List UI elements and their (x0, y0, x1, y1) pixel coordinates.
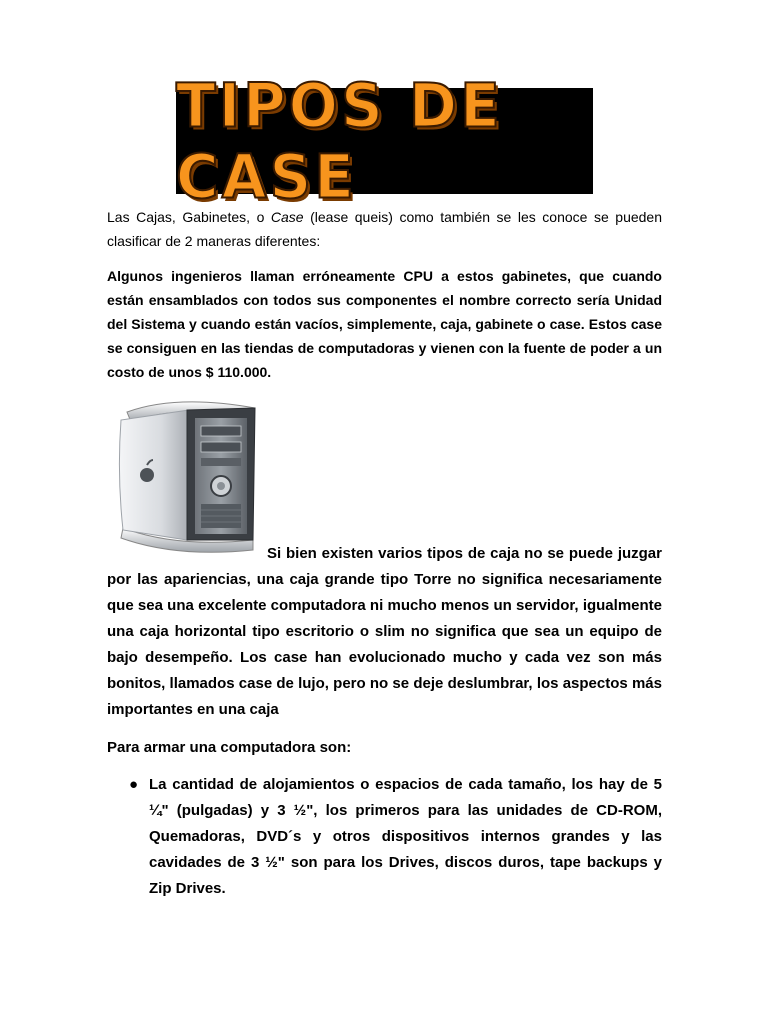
cpu-paragraph: Algunos ingenieros llaman erróneamente CPU a estos gabinetes, que cuando están ensamblados con todos sus componentes el nombre correcto sería Unidad del Sistema y cuando están vacíos, simplemente, caja, gabinete o case. Estos case se consiguen en las tiendas de computadoras y vienen con la fuente de poder a un costo de unos $ 110.000. (107, 268, 662, 380)
assembly-heading: Para armar una computadora son: (107, 739, 352, 756)
intro-text-start: Las Cajas, Gabinetes, o (107, 209, 271, 225)
list-item: La cantidad de alojamientos o espacios de cada tamaño, los hay de 5 ¼" (pulgadas) y 3 ½", los primeros para las unidades de CD-ROM, Quemadoras, DVD´s y otros dispositivos internos grandes y las cavidades de 3 ½" son para los Drives, discos duros, tape backups y Zip Drives. (149, 776, 662, 897)
intro-paragraph (107, 205, 662, 253)
bullet-list (107, 772, 662, 902)
intro-text-end: (lease queis) como también se les conoce se pueden clasificar de 2 maneras diferentes: (107, 209, 663, 249)
case-types-paragraph (107, 541, 662, 723)
intro-case-italic: Case (270, 209, 304, 225)
bullet-marker: ● (129, 776, 139, 793)
case-types-text: Si bien existen varios tipos de caja no se puede juzgar por las apariencias, una caja grande tipo Torre no significa necesariamente que sea una excelente computadora ni mucho menos un servidor, igualmente una caja horizontal tipo escritorio o slim no significa que sea un equipo de bajo desempeño. Los case han evolucionado mucho y cada vez son más bonitos, llamados case de lujo, pero no se deje deslumbrar, los aspectos más importantes en una caja (107, 545, 662, 718)
computer-tower-icon (107, 390, 267, 555)
image-float-spacer (107, 541, 267, 567)
banner-title: TIPOS DE CASE (176, 69, 503, 213)
title-banner (176, 69, 593, 213)
